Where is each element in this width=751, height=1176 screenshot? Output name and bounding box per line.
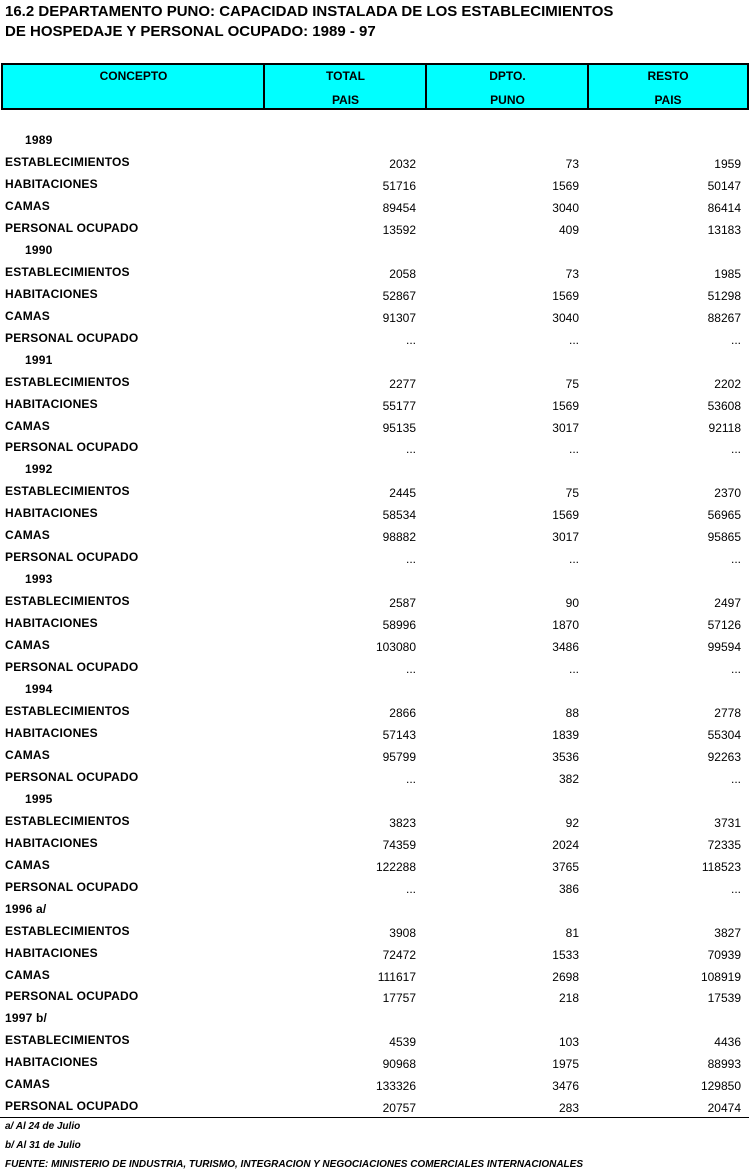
row-label: PERSONAL OCUPADO	[5, 989, 139, 1004]
table-row	[0, 965, 751, 987]
cell-resto: 86414	[707, 200, 741, 215]
cell-resto: 108919	[700, 969, 741, 984]
cell-dpto: 2024	[552, 837, 579, 852]
table-row	[0, 284, 751, 306]
cell-dpto: ...	[568, 552, 579, 567]
cell-resto: 2202	[714, 376, 741, 391]
cell-resto: 51298	[707, 288, 741, 303]
cell-total: 74359	[382, 837, 416, 852]
table-row	[0, 767, 751, 789]
cell-total: ...	[405, 332, 416, 347]
cell-total: 52867	[382, 288, 416, 303]
cell-resto: ...	[730, 881, 741, 896]
table-row	[0, 635, 751, 657]
cell-resto: 57126	[707, 618, 741, 633]
row-label: ESTABLECIMIENTOS	[5, 155, 130, 169]
row-label: PERSONAL OCUPADO	[5, 550, 139, 565]
year-heading-row	[0, 789, 751, 811]
cell-total: 4539	[389, 1035, 416, 1050]
year-label: 1990	[25, 242, 53, 257]
cell-resto: 88267	[707, 310, 741, 325]
cell-total: 89454	[382, 200, 416, 215]
table-row	[0, 481, 751, 503]
table-row	[0, 437, 751, 459]
cell-dpto: ...	[568, 662, 579, 676]
row-label: ESTABLECIMIENTOS	[5, 813, 130, 828]
table-row	[0, 306, 751, 328]
row-label: PERSONAL OCUPADO	[5, 879, 139, 894]
cell-total: 122288	[375, 859, 416, 874]
cell-resto: 99594	[707, 640, 741, 655]
table-row	[0, 372, 751, 394]
cell-total: 111617	[377, 969, 416, 984]
cell-dpto: 75	[565, 376, 579, 391]
cell-resto: 129850	[700, 1079, 741, 1094]
row-label: HABITACIONES	[5, 725, 98, 740]
cell-total: 3823	[389, 815, 416, 830]
row-label: HABITACIONES	[5, 945, 98, 960]
cell-dpto: 73	[565, 157, 579, 171]
table-row	[0, 196, 751, 218]
cell-total: 91307	[382, 310, 416, 325]
table-row	[0, 328, 751, 350]
year-heading-row	[0, 130, 751, 152]
cell-dpto: 283	[558, 1101, 579, 1116]
row-label: CAMAS	[5, 967, 50, 982]
header-total-line-2: PAIS	[331, 93, 360, 107]
cell-total: ...	[405, 442, 416, 457]
cell-resto: 56965	[707, 508, 741, 523]
cell-dpto: 3017	[552, 530, 579, 545]
cell-dpto: 1975	[552, 1057, 579, 1072]
cell-dpto: 1839	[552, 727, 579, 742]
cell-resto: 1959	[714, 157, 741, 171]
year-heading-row	[0, 899, 751, 921]
cell-total: 2445	[389, 486, 416, 501]
cell-dpto: 218	[558, 991, 579, 1006]
cell-resto: 70939	[707, 947, 741, 962]
cell-total: ...	[405, 552, 416, 567]
cell-total: ...	[405, 881, 416, 896]
cell-resto: 92118	[708, 420, 741, 435]
cell-dpto: 92	[565, 815, 579, 830]
cell-dpto: 88	[565, 706, 579, 720]
cell-dpto: 73	[565, 266, 579, 281]
row-label: HABITACIONES	[5, 396, 98, 411]
row-label: PERSONAL OCUPADO	[5, 220, 139, 235]
year-heading-row	[0, 679, 751, 701]
row-label: ESTABLECIMIENTOS	[5, 374, 130, 389]
cell-resto: 95865	[707, 530, 741, 545]
year-label: 1996 a/	[5, 901, 47, 916]
cell-total: 2058	[389, 266, 416, 281]
row-label: PERSONAL OCUPADO	[5, 440, 139, 455]
table-row	[0, 986, 751, 1008]
row-label: CAMAS	[5, 198, 50, 213]
cell-dpto: 1870	[552, 618, 579, 633]
footnote-a: a/ Al 24 de Julio	[5, 1121, 81, 1132]
header-total	[265, 65, 426, 108]
cell-dpto: 90	[565, 596, 579, 611]
cell-dpto: 3486	[552, 640, 579, 655]
table-row	[0, 877, 751, 899]
cell-dpto: 1569	[552, 508, 579, 523]
cell-resto: ...	[730, 332, 741, 347]
cell-dpto: 1533	[552, 947, 579, 962]
cell-total: 72472	[382, 947, 416, 962]
table-row	[0, 613, 751, 635]
cell-total: 133326	[375, 1079, 416, 1094]
cell-total: 20757	[382, 1101, 416, 1116]
cell-resto: 55304	[707, 727, 741, 742]
cell-total: 3908	[389, 925, 416, 940]
cell-dpto: 382	[558, 771, 579, 786]
title-line-1: 16.2 DEPARTAMENTO PUNO: CAPACIDAD INSTALADA DE LOS ESTABLECIMIENTOS	[5, 3, 614, 20]
cell-dpto: 1569	[552, 288, 579, 303]
header-dpto-line-2: PUNO	[490, 93, 525, 107]
cell-total: ...	[405, 662, 416, 676]
row-label: HABITACIONES	[5, 1055, 98, 1070]
cell-total: ...	[405, 771, 416, 786]
year-label: 1992	[25, 462, 53, 477]
cell-dpto: 81	[565, 925, 579, 940]
table-row	[0, 745, 751, 767]
header-dpto-line-1: DPTO.	[489, 69, 526, 83]
cell-total: 103080	[375, 640, 416, 655]
cell-total: 17757	[382, 991, 416, 1006]
cell-total: 57143	[382, 727, 416, 742]
cell-total: 95135	[382, 420, 416, 435]
header-resto-line-1: RESTO	[647, 69, 689, 83]
year-label: 1993	[25, 572, 53, 587]
header-resto-line-2: PAIS	[654, 93, 682, 107]
cell-total: 13592	[382, 222, 416, 237]
cell-resto: 72335	[707, 837, 741, 852]
cell-resto: 50147	[707, 178, 741, 193]
cell-resto: 3731	[714, 815, 741, 830]
cell-total: 2866	[389, 706, 416, 720]
cell-total: 58996	[382, 618, 416, 633]
cell-resto: ...	[730, 771, 741, 786]
table-row	[0, 416, 751, 438]
row-label: HABITACIONES	[5, 176, 98, 191]
table-row	[0, 921, 751, 943]
cell-total: 2587	[389, 596, 416, 611]
cell-resto: ...	[730, 662, 741, 676]
cell-dpto: 1569	[552, 178, 579, 193]
cell-resto: 13183	[707, 222, 741, 237]
header-concepto	[3, 65, 264, 108]
cell-resto: 3827	[714, 925, 741, 940]
cell-resto: 92263	[707, 749, 741, 764]
year-label: 1991	[25, 352, 53, 367]
cell-resto: 2497	[714, 596, 741, 611]
year-heading-row	[0, 459, 751, 481]
table-row	[0, 1052, 751, 1074]
cell-dpto: 3476	[552, 1079, 579, 1094]
row-label: HABITACIONES	[5, 506, 98, 521]
cell-total: 98882	[382, 530, 416, 545]
cell-resto: 53608	[707, 398, 741, 413]
row-label: PERSONAL OCUPADO	[5, 660, 139, 674]
year-heading-row	[0, 569, 751, 591]
row-label: ESTABLECIMIENTOS	[5, 594, 130, 609]
cell-dpto: 103	[558, 1035, 579, 1050]
table-row	[0, 811, 751, 833]
table-row	[0, 503, 751, 525]
cell-total: 58534	[382, 508, 416, 523]
row-label: PERSONAL OCUPADO	[5, 1099, 139, 1114]
row-label: ESTABLECIMIENTOS	[5, 704, 130, 718]
cell-dpto: 3536	[552, 749, 579, 764]
cell-resto: 2778	[714, 706, 741, 720]
cell-total: 51716	[382, 178, 416, 193]
row-label: CAMAS	[5, 418, 50, 433]
cell-total: 2032	[389, 157, 416, 171]
cell-resto: 4436	[714, 1035, 741, 1050]
table-row	[0, 701, 751, 723]
year-label: 1994	[25, 682, 53, 696]
cell-resto: 17539	[707, 991, 741, 1006]
cell-dpto: 3017	[552, 420, 579, 435]
cell-dpto: 3040	[552, 310, 579, 325]
table-row	[0, 1096, 751, 1118]
table-row	[0, 525, 751, 547]
table-header	[1, 63, 749, 110]
table-row	[0, 833, 751, 855]
cell-dpto: 3040	[552, 200, 579, 215]
row-label: HABITACIONES	[5, 835, 98, 850]
cell-resto: 118523	[701, 859, 741, 874]
table-row	[0, 591, 751, 613]
year-heading-row	[0, 350, 751, 372]
cell-resto: 2370	[714, 486, 741, 501]
cell-dpto: 386	[558, 881, 579, 896]
cell-dpto: ...	[568, 332, 579, 347]
table-row	[0, 394, 751, 416]
header-total-line-1: TOTAL	[326, 69, 365, 83]
table-row	[0, 262, 751, 284]
year-heading-row	[0, 240, 751, 262]
row-label: CAMAS	[5, 857, 50, 872]
cell-dpto: 3765	[552, 859, 579, 874]
table-row	[0, 218, 751, 240]
row-label: ESTABLECIMIENTOS	[5, 264, 130, 279]
row-label: ESTABLECIMIENTOS	[5, 1033, 130, 1048]
cell-resto: ...	[730, 552, 741, 567]
footnote-b: b/ Al 31 de Julio	[5, 1140, 81, 1151]
table-row	[0, 657, 751, 679]
row-label: PERSONAL OCUPADO	[5, 769, 139, 784]
table-row	[0, 723, 751, 745]
table-bottom-rule	[0, 1117, 749, 1118]
cell-resto: 1985	[714, 266, 741, 281]
row-label: CAMAS	[5, 308, 50, 323]
cell-total: 2277	[389, 376, 416, 391]
header-dpto	[427, 65, 588, 108]
row-label: ESTABLECIMIENTOS	[5, 923, 130, 938]
cell-dpto: 75	[565, 486, 579, 501]
table-title	[5, 2, 745, 42]
row-label: CAMAS	[5, 747, 50, 762]
header-resto	[589, 65, 747, 108]
cell-dpto: 2698	[552, 969, 579, 984]
row-label: PERSONAL OCUPADO	[5, 330, 139, 345]
table-row	[0, 152, 751, 174]
cell-resto: 20474	[707, 1101, 741, 1116]
row-label: ESTABLECIMIENTOS	[5, 484, 130, 499]
cell-resto: ...	[730, 442, 741, 457]
cell-dpto: ...	[568, 442, 579, 457]
cell-total: 95799	[382, 749, 416, 764]
table-row	[0, 547, 751, 569]
row-label: CAMAS	[5, 528, 50, 543]
title-line-2: DE HOSPEDAJE Y PERSONAL OCUPADO: 1989 - 97	[5, 23, 376, 40]
header-concepto-label: CONCEPTO	[99, 69, 168, 83]
table-row	[0, 855, 751, 877]
table-row	[0, 174, 751, 196]
cell-resto: 88993	[707, 1057, 741, 1072]
year-label: 1989	[25, 133, 53, 147]
table-row	[0, 1074, 751, 1096]
row-label: HABITACIONES	[5, 616, 98, 631]
cell-total: 90968	[382, 1057, 416, 1072]
cell-total: 55177	[382, 398, 416, 413]
year-heading-row	[0, 1008, 751, 1030]
table-row	[0, 1030, 751, 1052]
row-label: HABITACIONES	[5, 286, 98, 301]
table-row	[0, 943, 751, 965]
cell-dpto: 409	[558, 222, 579, 237]
year-label: 1995	[25, 791, 53, 806]
cell-dpto: 1569	[552, 398, 579, 413]
year-label: 1997 b/	[5, 1011, 48, 1026]
source-note: FUENTE: MINISTERIO DE INDUSTRIA, TURISMO, INTEGRACION Y NEGOCIACIONES COMERCIALES INTERNACIONALES	[5, 1159, 583, 1170]
row-label: CAMAS	[5, 1077, 50, 1092]
row-label: CAMAS	[5, 638, 50, 653]
